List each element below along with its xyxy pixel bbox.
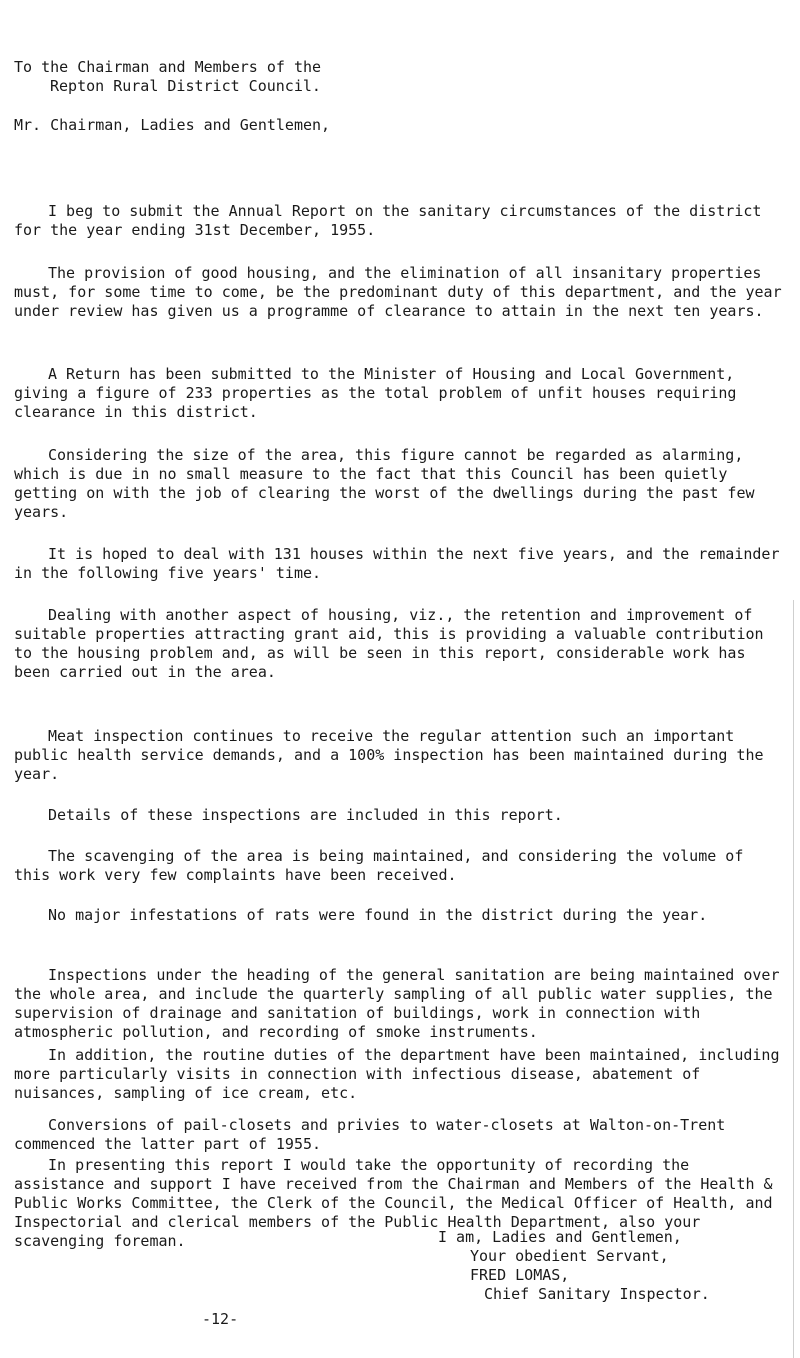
paragraph: I beg to submit the Annual Report on the sanitary circumstances of the district for the year ending 31st December, 1955. xyxy=(14,202,762,239)
address-line-2: Repton Rural District Council. xyxy=(50,77,321,95)
paragraph: No major infestations of rats were found in the district during the year. xyxy=(48,906,708,924)
signature-name: FRED LOMAS, xyxy=(470,1266,570,1284)
paragraph: It is hoped to deal with 131 houses within the next five years, and the remainder in the following five years' time. xyxy=(14,545,780,582)
paragraph: Meat inspection continues to receive the regular attention such an important public health service demands, and a 100% inspection has been maintained during the year. xyxy=(14,727,764,783)
salutation: Mr. Chairman, Ladies and Gentlemen, xyxy=(14,116,331,134)
paragraph: Inspections under the heading of the general sanitation are being maintained over the whole area, and include the quarterly sampling of all public water supplies, the supervision of drainage and sanitation of buildings, work in connection with atmospheric pollution, and recording of smoke instruments. xyxy=(14,966,780,1041)
paragraph: In presenting this report I would take the opportunity of recording the assistance and support I have received from the Chairman and Members of the Health & Public Works Committee, the Clerk of the Council, the Medical Officer of Health, and Inspectorial and clerical members of the Public Health Department, also your scavenging foreman. xyxy=(14,1156,773,1250)
paragraph: Dealing with another aspect of housing, viz., the retention and improvement of suitable properties attracting grant aid, this is providing a valuable contribution to the housing problem and, as will be seen in this report, considerable work has been carried out in the area. xyxy=(14,606,764,681)
page-edge-shadow xyxy=(793,600,800,1358)
paragraph: Considering the size of the area, this figure cannot be regarded as alarming, which is due in no small measure to the fact that this Council has been quietly getting on with the job of clearing the worst of the dwellings during the past few years. xyxy=(14,446,755,521)
paragraph: In addition, the routine duties of the department have been maintained, including more particularly visits in connection with infectious disease, abatement of nuisances, sampling of ice cream, etc. xyxy=(14,1046,780,1102)
signature-block xyxy=(438,1228,710,1304)
paragraph: A Return has been submitted to the Minister of Housing and Local Government, giving a figure of 233 properties as the total problem of unfit houses requiring clearance in this district. xyxy=(14,365,737,421)
paragraph: The provision of good housing, and the elimination of all insanitary properties must, for some time to come, be the predominant duty of this department, and the year under review has given us a programme of clearance to attain in the next ten years. xyxy=(14,264,782,320)
paragraph: Conversions of pail-closets and privies to water-closets at Walton-on-Trent commenced the latter part of 1955. xyxy=(14,1116,726,1153)
signature-line-1: I am, Ladies and Gentlemen, xyxy=(438,1228,682,1246)
signature-title: Chief Sanitary Inspector. xyxy=(484,1285,710,1303)
address-line-1: To the Chairman and Members of the xyxy=(14,58,322,76)
address-block xyxy=(14,58,321,96)
paragraph: Details of these inspections are included in this report. xyxy=(48,806,563,824)
signature-line-2: Your obedient Servant, xyxy=(470,1247,669,1265)
page-number: -12- xyxy=(202,1310,239,1328)
paragraph: The scavenging of the area is being maintained, and considering the volume of this work very few complaints have been received. xyxy=(14,847,744,884)
